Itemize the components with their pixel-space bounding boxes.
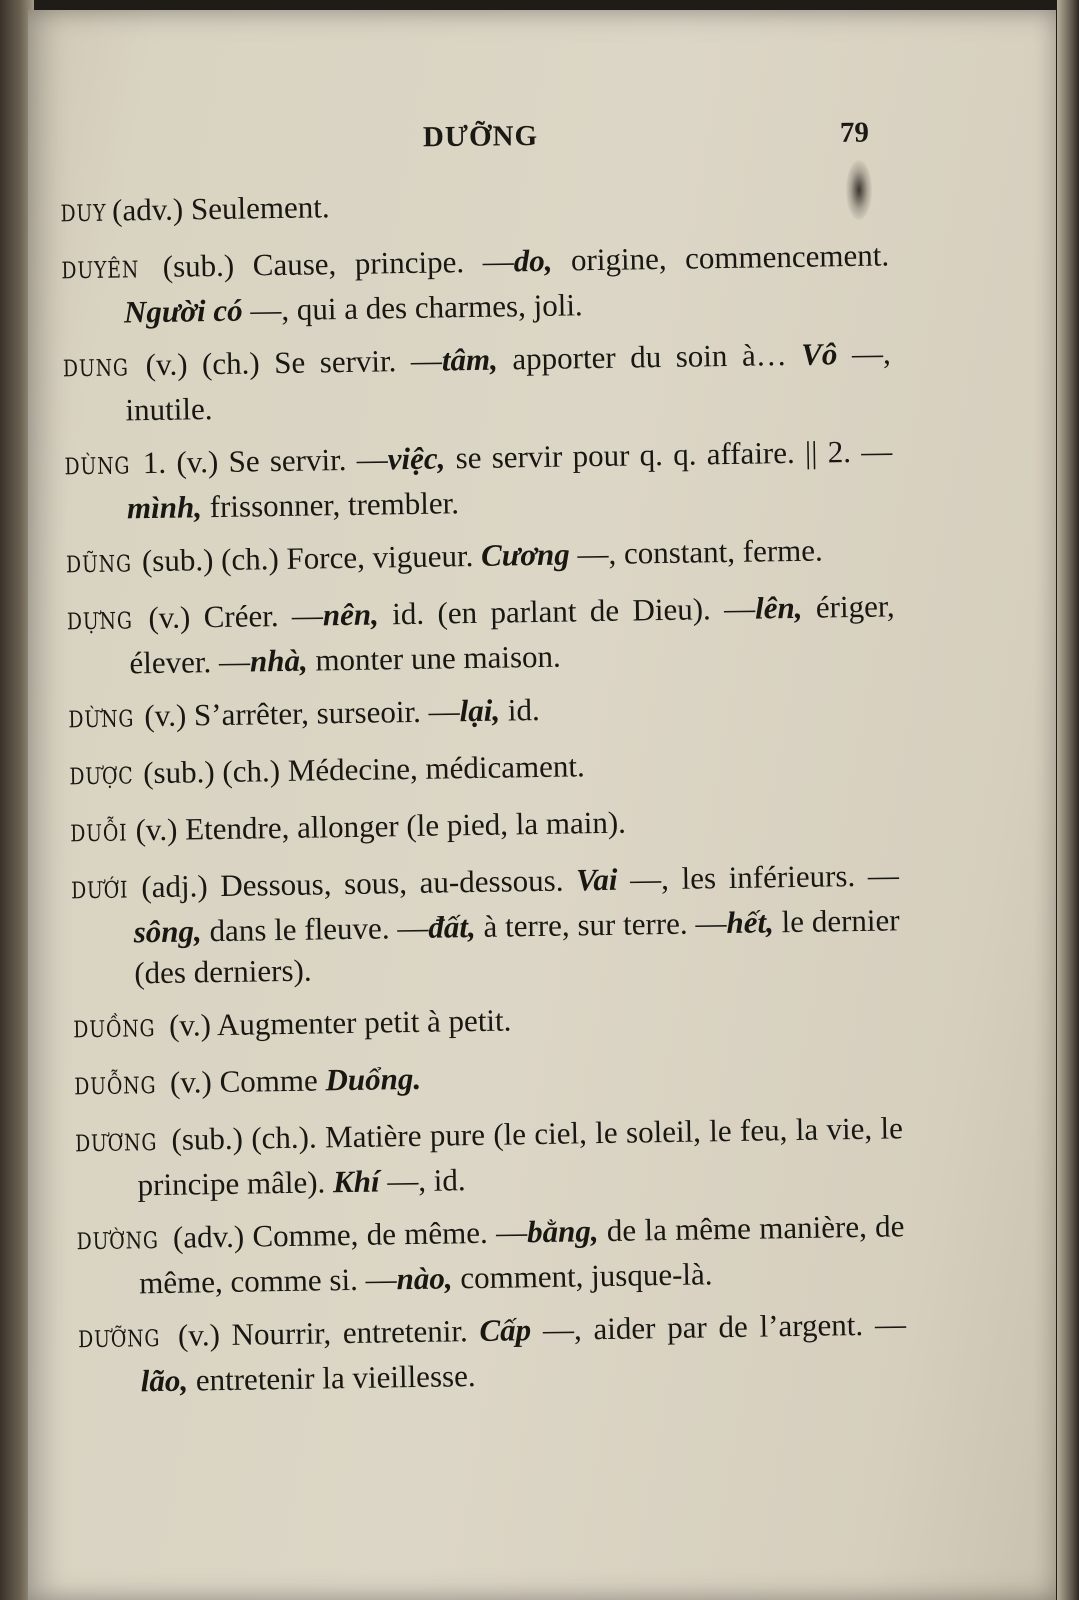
dictionary-entry <box>73 993 902 1051</box>
entry-headword: DUỖI <box>70 820 128 848</box>
entry-definition: (v.) Nourrir, entretenir. <box>165 1312 480 1353</box>
entry-example: lại, <box>459 692 501 729</box>
entry-definition: ériger, élever. — <box>129 588 895 681</box>
entry-example: tâm, <box>441 341 499 378</box>
dictionary-entry <box>61 234 890 333</box>
entry-definition: (adv.) Seulement. <box>104 189 330 228</box>
entry-example: Cấp <box>479 1312 532 1348</box>
entry-example: Vai <box>575 861 618 898</box>
dictionary-entry <box>74 1107 904 1206</box>
dictionary-entries <box>60 177 907 1413</box>
entry-example: lên, <box>754 589 803 626</box>
entry-definition: (adv.) Comme, de même. — <box>164 1214 528 1255</box>
entry-definition: comment, jusque-là. <box>452 1256 713 1296</box>
entry-example: hết, <box>726 904 775 941</box>
entry-definition: —, constant, ferme. <box>569 532 824 572</box>
page-number: 79 <box>839 116 870 149</box>
entry-headword: DUY <box>60 200 107 228</box>
entry-example: lão, <box>140 1362 189 1399</box>
entry-definition: (sub.) (ch.). Matière pure (le ciel, le soleil, le feu, la vie, le principe mâle). <box>137 1110 904 1203</box>
entry-definition: à terre, sur terre. — <box>475 905 727 944</box>
entry-example: nên, <box>322 596 380 633</box>
entry-definition: —, qui a des charmes, joli. <box>242 287 583 328</box>
page-header <box>28 115 1056 166</box>
entry-example: Khí <box>332 1163 380 1200</box>
entry-definition: origine, commencement. <box>552 237 890 278</box>
entry-definition: id. <box>499 691 540 728</box>
dictionary-entry <box>60 177 889 235</box>
entry-definition: le dernier (des derniers). <box>134 902 900 991</box>
entry-example: Vô <box>800 336 838 372</box>
entry-definition: (v.) (ch.) Se servir. — <box>130 342 443 383</box>
dictionary-entry <box>66 585 895 684</box>
entry-definition: dans le fleuve. — <box>201 909 429 949</box>
entry-headword: DỪNG <box>68 706 135 734</box>
entry-definition: —, aider par de l’argent. — <box>530 1306 907 1348</box>
book-page <box>28 10 1056 1600</box>
entry-definition: (v.) S’arrêter, surseoir. — <box>136 693 460 734</box>
entry-headword: DƯỜNG <box>76 1228 159 1256</box>
entry-example: đất, <box>428 909 476 945</box>
entry-definition: de la même manière, de même, comme si. — <box>138 1208 905 1301</box>
dictionary-entry <box>77 1303 907 1402</box>
entry-definition: —, inutile. <box>125 335 891 428</box>
entry-definition: —, les inférieurs. — <box>617 857 900 897</box>
entry-example: việc, <box>387 440 446 477</box>
entry-example: sông, <box>133 913 202 950</box>
entry-headword: DUNG <box>62 355 130 383</box>
entry-definition: (v.) Créer. — <box>134 597 324 636</box>
entry-definition: id. (en parlant de Dieu). — <box>378 590 756 632</box>
entry-example: Người có <box>123 292 243 330</box>
dictionary-entry <box>70 854 901 994</box>
running-head: DƯỠNG <box>422 120 539 154</box>
dictionary-entry <box>68 683 897 741</box>
entry-definition: (v.) Augmenter petit à petit. <box>161 1002 512 1043</box>
entry-headword: DUỒNG <box>73 1016 156 1044</box>
entry-definition: (v.) Comme <box>161 1062 326 1100</box>
entry-definition: —, id. <box>379 1162 466 1199</box>
entry-definition: (v.) Etendre, allonger (le pied, la main). <box>127 804 627 848</box>
entry-definition: (sub.) (ch.) Force, vigueur. <box>133 537 482 579</box>
dictionary-entry <box>64 430 893 529</box>
entry-example: do, <box>513 242 553 279</box>
entry-definition: (adj.) Dessous, sous, au-dessous. <box>128 862 577 905</box>
entry-headword: DUỖNG <box>74 1073 157 1101</box>
entry-example: nào, <box>396 1260 453 1297</box>
dictionary-entry <box>76 1205 905 1304</box>
dictionary-entry <box>74 1050 903 1108</box>
entry-headword: DƯỢC <box>69 763 134 791</box>
entry-definition: (sub.) (ch.) Médecine, médicament. <box>135 748 585 791</box>
entry-headword: DUYÊN <box>61 257 140 285</box>
dictionary-entry <box>65 528 895 586</box>
dictionary-entry <box>69 740 898 798</box>
entry-definition: entretenir la vieillesse. <box>187 1358 476 1398</box>
entry-definition: apporter du soin à… <box>497 336 802 377</box>
entry-example: Duổng. <box>325 1060 422 1098</box>
entry-example: bằng, <box>526 1213 599 1250</box>
entry-definition: monter une maison. <box>307 638 562 678</box>
entry-definition: se servir pour q. q. affaire. || 2. — <box>445 433 893 476</box>
page-edge-shadow <box>1057 0 1079 1600</box>
entry-headword: DỰNG <box>66 608 133 636</box>
entry-definition: (sub.) Cause, principe. — <box>143 243 514 285</box>
dictionary-entry <box>70 797 899 855</box>
entry-definition: frissonner, trembler. <box>201 485 460 525</box>
entry-headword: DƯƠNG <box>74 1130 158 1158</box>
entry-headword: DƯỠNG <box>77 1326 161 1354</box>
entry-headword: DŨNG <box>65 551 133 579</box>
entry-example: mình, <box>126 489 203 526</box>
entry-definition: 1. (v.) Se servir. — <box>132 441 388 481</box>
dictionary-entry <box>62 332 891 431</box>
entry-example: Cương <box>480 536 570 573</box>
entry-headword: DÙNG <box>64 453 131 481</box>
entry-headword: DƯỚI <box>70 877 129 905</box>
entry-example: nhà, <box>249 642 308 679</box>
